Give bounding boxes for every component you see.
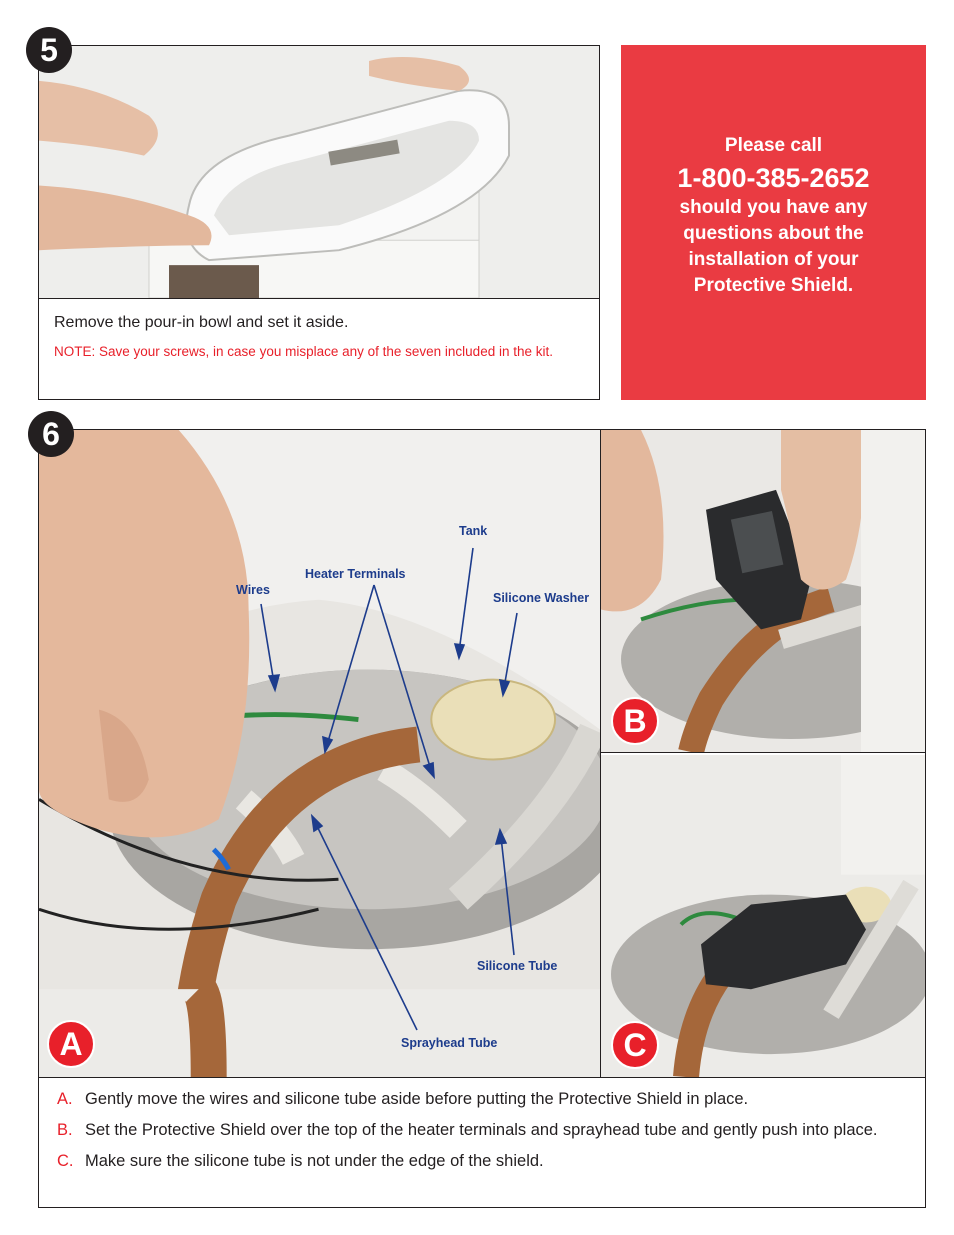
photo-b-set-shield [601,430,925,753]
remove-bowl-photo [39,46,599,299]
instruction-key: A. [57,1090,73,1108]
photo-c-shield-installed [601,755,925,1078]
support-phone-number: 1-800-385-2652 [677,163,870,193]
wires-label: Wires [236,583,270,597]
instruction-text: Set the Protective Shield over the top of the heater terminals and sprayhead tube and gently push into place. [85,1121,878,1139]
step-5-panel [38,45,600,400]
instruction-key: C. [57,1152,74,1170]
photo-a-move-wires [39,430,601,1078]
heater-terminals-label: Heater Terminals [305,567,406,581]
silicone-tube-label: Silicone Tube [477,959,558,973]
instruction-key: B. [57,1121,73,1139]
step-6-badge: 6 [28,411,74,457]
instruction-text: Make sure the silicone tube is not under the edge of the shield. [85,1152,544,1170]
badge-c: C [611,1021,659,1069]
instruction-c [57,1150,907,1173]
instruction-b [57,1119,907,1142]
badge-a: A [47,1020,95,1068]
support-call-box [621,45,926,400]
step-5-badge: 5 [26,27,72,73]
step-6-instructions [57,1088,907,1181]
instruction-text: Gently move the wires and silicone tube aside before putting the Protective Shield in place. [85,1090,749,1108]
instruction-a [57,1088,907,1111]
step-5-caption: Remove the pour-in bowl and set it aside. [54,314,349,331]
call-body-text: should you have any questions about the installation of your Protective Shield. [679,197,868,296]
call-lead-text: Please call [724,135,823,156]
badge-b: B [611,697,659,745]
silicone-washer-label: Silicone Washer [493,591,590,605]
tank-label: Tank [459,524,488,538]
step-6-panel [38,429,926,1208]
sprayhead-tube-label: Sprayhead Tube [401,1036,498,1050]
step-5-note: NOTE: Save your screws, in case you misplace any of the seven included in the kit. [54,344,553,359]
label-arrows [39,430,601,1078]
